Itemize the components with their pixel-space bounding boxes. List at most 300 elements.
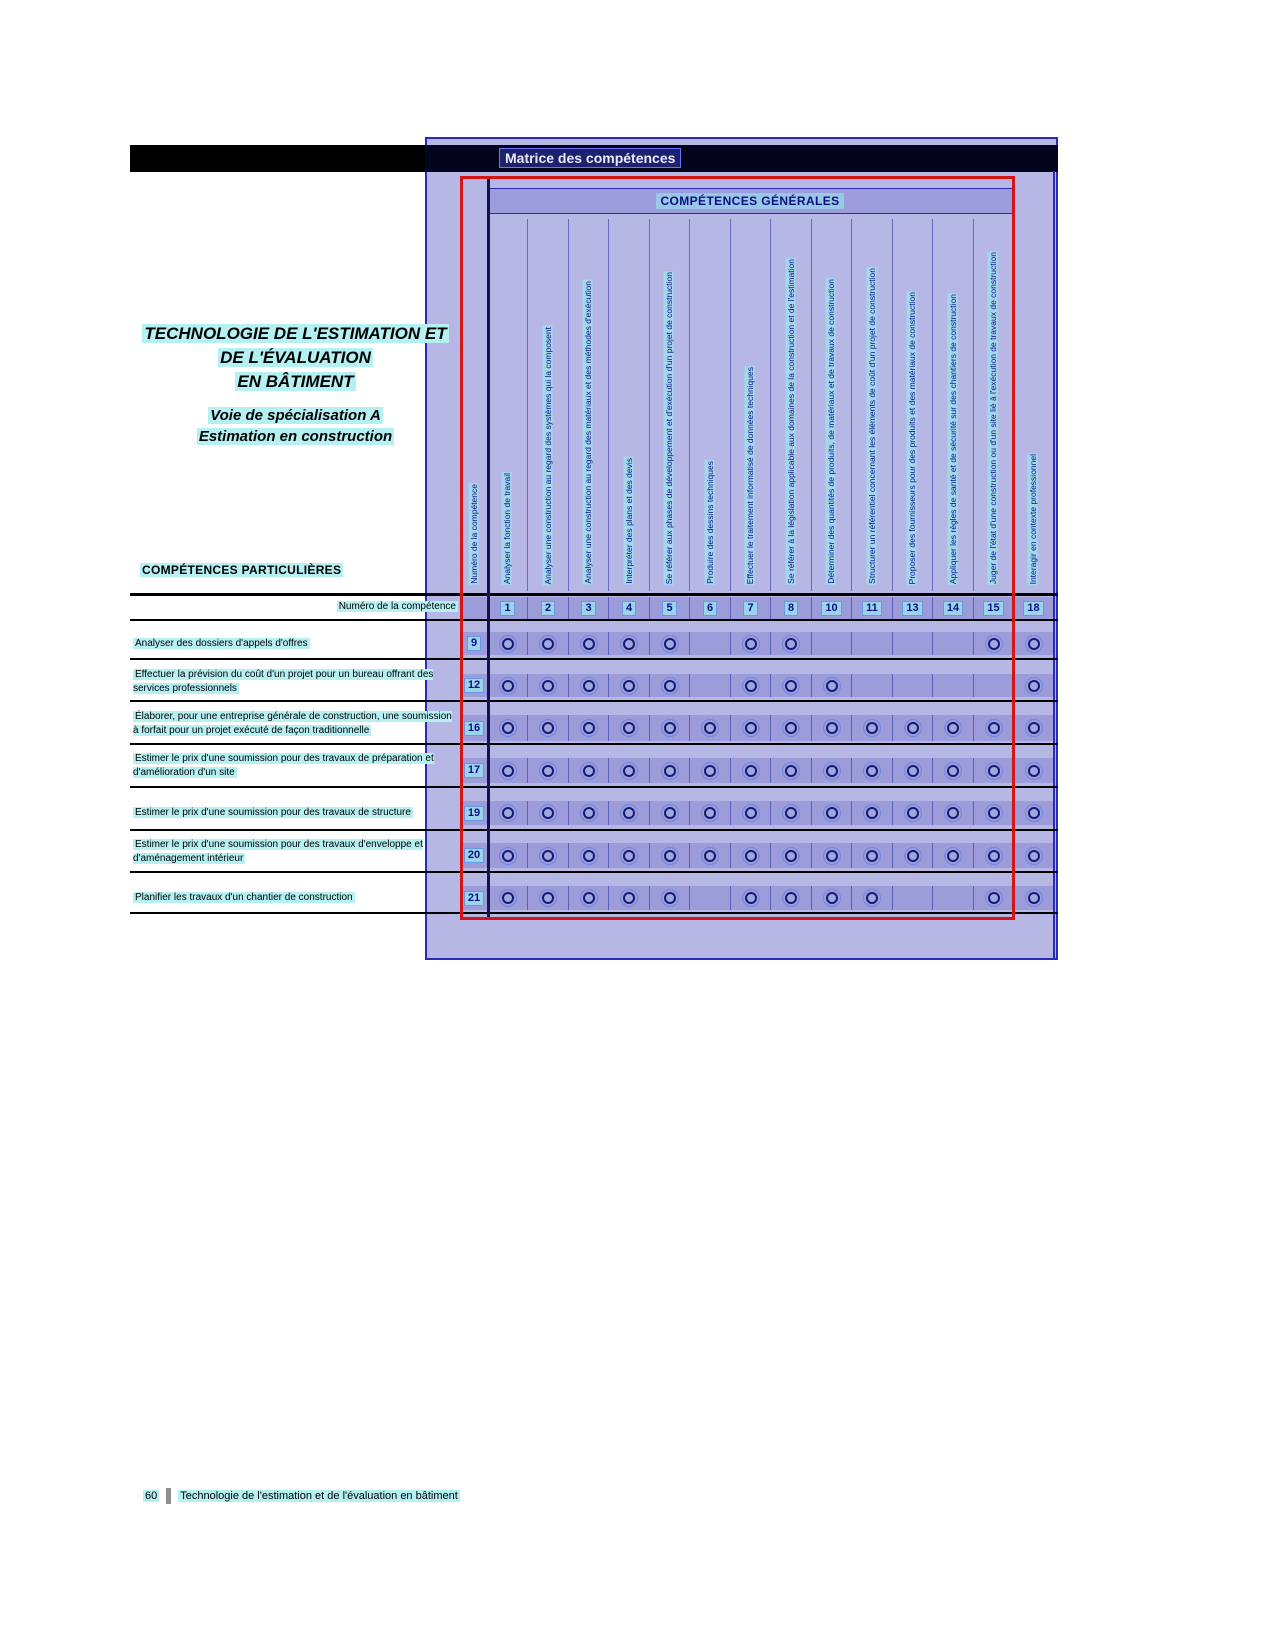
competency-mark-circle	[947, 807, 959, 819]
matrix-cell	[527, 674, 568, 697]
competency-mark-circle	[502, 765, 514, 777]
competency-number: 2	[541, 601, 555, 616]
general-competency-header	[730, 219, 770, 591]
matrix-cell	[527, 758, 568, 783]
matrix-cell	[770, 597, 811, 620]
matrix-cell	[487, 715, 527, 741]
competency-mark-circle	[502, 680, 514, 692]
general-competency-header-label: Analyser la fonction de travail	[502, 472, 513, 584]
competency-mark-circle	[866, 722, 878, 734]
specialization-line: Estimation en construction	[198, 428, 393, 445]
matrix-cell	[689, 632, 730, 655]
competency-mark-circle	[785, 722, 797, 734]
general-competency-header-label: Déterminer des quantités de produits, de matériaux et de travaux de construction	[826, 279, 837, 584]
matrix-row	[461, 715, 1053, 741]
matrix-row	[461, 632, 1053, 655]
competency-mark-circle	[745, 765, 757, 777]
row-number-cell	[461, 715, 487, 741]
competency-mark-circle	[623, 722, 635, 734]
matrix-cell	[568, 886, 608, 910]
competency-mark-circle	[826, 680, 838, 692]
general-competency-header	[608, 219, 649, 591]
row-divider-line	[130, 593, 1058, 596]
particular-competency-number: 17	[464, 763, 484, 778]
matrix-cell	[811, 674, 851, 697]
matrix-cell	[608, 758, 649, 783]
general-competency-header-label: Effectuer le traitement informatisé de données techniques	[745, 366, 756, 584]
competency-mark-circle	[1028, 765, 1040, 777]
general-competency-header	[649, 219, 689, 591]
particular-competency-number: 19	[464, 806, 484, 821]
header-black-bar	[130, 145, 425, 172]
competency-mark-circle	[785, 765, 797, 777]
matrix-cell	[770, 886, 811, 910]
footer-divider-bar	[166, 1488, 171, 1504]
matrix-cell	[608, 597, 649, 620]
row-number-cell	[461, 632, 487, 655]
general-competency-header	[527, 219, 568, 591]
competency-mark-circle	[542, 892, 554, 904]
program-title-line: TECHNOLOGIE DE L'ESTIMATION ET	[144, 324, 447, 343]
matrix-cell	[568, 597, 608, 620]
general-competency-header-label: Appliquer les règles de santé et de sécurité sur des chantiers de construction	[947, 293, 958, 584]
general-competency-header	[892, 219, 932, 591]
row-divider-line	[130, 619, 1058, 621]
particular-competency-label-text: Estimer le prix d'une soumission pour des travaux de structure	[135, 807, 411, 818]
matrix-cell	[527, 632, 568, 655]
particular-competency-label	[133, 806, 459, 820]
number-column-header	[461, 219, 487, 591]
competency-number: 11	[862, 601, 882, 616]
competency-mark-circle	[502, 892, 514, 904]
competency-mark-circle	[502, 638, 514, 650]
matrix-cell	[527, 715, 568, 741]
page-footer	[143, 1488, 460, 1504]
competency-mark-circle	[785, 638, 797, 650]
general-competency-header-label: Interpréter des plans et des devis	[623, 458, 634, 584]
general-competency-header	[932, 219, 973, 591]
row-number-cell	[461, 843, 487, 868]
matrix-cell	[851, 674, 892, 697]
competency-mark-circle	[947, 765, 959, 777]
matrix-cell	[932, 674, 973, 697]
matrix-cell	[811, 801, 851, 825]
matrix-cell	[730, 674, 770, 697]
matrix-cell	[892, 597, 932, 620]
particular-competency-label	[133, 752, 459, 779]
matrix-cell	[1013, 758, 1053, 783]
footer-program-name: Technologie de l'estimation et de l'évaluation en bâtiment	[180, 1490, 458, 1502]
matrix-title-strip	[425, 145, 1058, 172]
matrix-cell	[730, 843, 770, 868]
competency-mark-circle	[623, 807, 635, 819]
general-competency-header-label: Structurer un référentiel concernant les éléments de coût d'un projet de construction	[866, 268, 877, 584]
number-row-label: Numéro de la compétence	[338, 601, 456, 612]
matrix-cell	[932, 843, 973, 868]
general-competency-header-label: Interagir en contexte professionnel	[1028, 453, 1039, 584]
matrix-row	[461, 758, 1053, 783]
matrix-cell	[770, 674, 811, 697]
competency-number: 13	[902, 601, 922, 616]
competency-mark-circle	[745, 680, 757, 692]
competency-number-row	[461, 597, 1053, 620]
matrix-cell	[770, 715, 811, 741]
competency-mark-circle	[704, 765, 716, 777]
competency-mark-circle	[623, 638, 635, 650]
competency-mark-circle	[583, 680, 595, 692]
competency-mark-circle	[583, 722, 595, 734]
particular-competency-number: 12	[464, 678, 484, 693]
matrix-cell	[1013, 674, 1053, 697]
matrix-cell	[608, 674, 649, 697]
matrix-cell	[649, 843, 689, 868]
matrix-cell	[649, 758, 689, 783]
particular-competencies-heading: COMPÉTENCES PARTICULIÈRES	[142, 563, 342, 577]
matrix-cell	[487, 801, 527, 825]
general-competency-header-label: Analyser une construction au regard des systèmes qui la composent	[542, 326, 553, 584]
competency-mark-circle	[583, 892, 595, 904]
matrix-cell	[527, 843, 568, 868]
competency-number: 7	[743, 601, 757, 616]
competency-mark-circle	[664, 638, 676, 650]
matrix-cell	[892, 674, 932, 697]
matrix-row	[461, 886, 1053, 910]
competency-number: 14	[943, 601, 963, 616]
competency-number: 5	[662, 601, 676, 616]
competency-mark-circle	[1028, 722, 1040, 734]
particular-competency-label-text: Analyser des dossiers d'appels d'offres	[135, 638, 308, 649]
general-competencies-heading: COMPÉTENCES GÉNÉRALES	[656, 193, 843, 209]
general-competency-header	[851, 219, 892, 591]
competency-mark-circle	[583, 638, 595, 650]
program-title-line: DE L'ÉVALUATION	[220, 348, 371, 367]
competency-mark-circle	[1028, 892, 1040, 904]
competency-mark-circle	[542, 638, 554, 650]
matrix-cell	[689, 674, 730, 697]
matrix-cell	[649, 674, 689, 697]
competency-mark-circle	[866, 850, 878, 862]
matrix-cell	[689, 715, 730, 741]
particular-competency-number: 16	[464, 721, 484, 736]
row-divider-line	[130, 658, 1058, 660]
matrix-cell	[730, 632, 770, 655]
matrix-cell	[649, 801, 689, 825]
matrix-cell	[487, 843, 527, 868]
competency-mark-circle	[1028, 680, 1040, 692]
number-column-header-label: Numéro de la compétence	[468, 484, 479, 584]
matrix-cell	[770, 843, 811, 868]
general-competency-header	[811, 219, 851, 591]
matrix-cell	[730, 758, 770, 783]
matrix-cell	[932, 632, 973, 655]
competency-mark-circle	[826, 722, 838, 734]
row-divider-line	[130, 743, 1058, 745]
particular-competency-number: 21	[464, 891, 484, 906]
competency-mark-circle	[947, 722, 959, 734]
matrix-cell	[892, 758, 932, 783]
general-competency-header-label: Proposer des fournisseurs pour des produits et des matériaux de construction	[907, 291, 918, 584]
general-competency-header-label: Analyser une construction au regard des matériaux et des méthodes d'exécution	[583, 281, 594, 584]
table-right-inner-border	[1053, 171, 1055, 958]
matrix-cell	[730, 886, 770, 910]
matrix-cell	[851, 715, 892, 741]
matrix-cell	[811, 758, 851, 783]
competency-mark-circle	[866, 807, 878, 819]
matrix-row	[461, 801, 1053, 825]
competency-mark-circle	[583, 850, 595, 862]
competency-number: 4	[622, 601, 636, 616]
competency-number: 8	[784, 601, 798, 616]
competency-mark-circle	[583, 765, 595, 777]
matrix-cell	[568, 801, 608, 825]
competency-mark-circle	[542, 722, 554, 734]
general-competency-header-label: Se référer à la législation applicable aux domaines de la construction et de l'estimation	[785, 259, 796, 584]
competency-mark-circle	[907, 765, 919, 777]
competency-mark-circle	[988, 765, 1000, 777]
general-competency-header	[568, 219, 608, 591]
competency-mark-circle	[988, 850, 1000, 862]
row-number-cell	[461, 758, 487, 783]
competency-mark-circle	[745, 722, 757, 734]
matrix-cell	[811, 597, 851, 620]
matrix-cell	[1013, 801, 1053, 825]
competency-mark-circle	[542, 807, 554, 819]
matrix-cell	[932, 715, 973, 741]
matrix-cell	[932, 758, 973, 783]
matrix-cell	[973, 843, 1013, 868]
competency-mark-circle	[623, 892, 635, 904]
competency-mark-circle	[866, 892, 878, 904]
matrix-cell	[811, 886, 851, 910]
matrix-row	[461, 674, 1053, 697]
competency-mark-circle	[826, 892, 838, 904]
matrix-cell	[487, 674, 527, 697]
competency-mark-circle	[664, 807, 676, 819]
competency-mark-circle	[704, 850, 716, 862]
matrix-cell	[568, 674, 608, 697]
particular-competency-label	[133, 891, 459, 905]
row-divider-line	[130, 871, 1058, 873]
competency-mark-circle	[785, 807, 797, 819]
particular-competency-label	[133, 838, 459, 865]
matrix-cell	[608, 801, 649, 825]
competency-mark-circle	[502, 807, 514, 819]
competency-number: 18	[1023, 601, 1043, 616]
competency-mark-circle	[907, 807, 919, 819]
matrix-cell	[487, 597, 527, 620]
program-title-line: EN BÂTIMENT	[237, 372, 354, 391]
competency-mark-circle	[664, 765, 676, 777]
particular-competency-label-text: Planifier les travaux d'un chantier de construction	[135, 892, 353, 903]
matrix-cell	[811, 632, 851, 655]
competency-mark-circle	[664, 892, 676, 904]
matrix-cell	[730, 801, 770, 825]
competency-number: 6	[703, 601, 717, 616]
competency-mark-circle	[704, 722, 716, 734]
competency-mark-circle	[664, 850, 676, 862]
matrix-cell	[811, 843, 851, 868]
matrix-cell	[689, 801, 730, 825]
row-number-cell	[461, 674, 487, 697]
competency-mark-circle	[623, 850, 635, 862]
matrix-cell	[487, 886, 527, 910]
competency-mark-circle	[542, 765, 554, 777]
matrix-cell	[487, 758, 527, 783]
matrix-cell	[973, 597, 1013, 620]
particular-competency-label	[133, 710, 459, 737]
particular-competency-label-text: Élaborer, pour une entreprise générale de construction, une soumission à forfait pour un projet exécuté de façon traditionnelle	[133, 711, 452, 736]
program-title	[133, 322, 458, 394]
competency-mark-circle	[583, 807, 595, 819]
competency-mark-circle	[785, 680, 797, 692]
competency-mark-circle	[988, 892, 1000, 904]
competency-mark-circle	[988, 638, 1000, 650]
competency-mark-circle	[745, 638, 757, 650]
matrix-cell	[932, 597, 973, 620]
matrix-cell	[730, 597, 770, 620]
matrix-cell	[770, 758, 811, 783]
competency-mark-circle	[826, 807, 838, 819]
matrix-cell	[973, 801, 1013, 825]
competency-mark-circle	[826, 765, 838, 777]
general-competency-header	[487, 219, 527, 591]
matrix-cell	[851, 843, 892, 868]
general-competency-header	[973, 219, 1013, 591]
matrix-cell	[527, 597, 568, 620]
matrix-cell	[973, 715, 1013, 741]
matrix-cell	[527, 801, 568, 825]
row-divider-line	[130, 912, 1058, 914]
matrix-cell	[851, 758, 892, 783]
matrix-cell	[973, 674, 1013, 697]
competency-mark-circle	[785, 892, 797, 904]
competency-mark-circle	[988, 807, 1000, 819]
specialization-line: Voie de spécialisation A	[210, 407, 381, 424]
matrix-cell	[892, 801, 932, 825]
competency-mark-circle	[907, 850, 919, 862]
matrix-cell	[973, 632, 1013, 655]
matrix-cell	[770, 801, 811, 825]
row-divider-line	[130, 700, 1058, 702]
competency-mark-circle	[664, 680, 676, 692]
competency-mark-circle	[704, 807, 716, 819]
matrix-cell	[608, 886, 649, 910]
competency-mark-circle	[988, 722, 1000, 734]
matrix-cell	[689, 758, 730, 783]
competency-mark-circle	[745, 850, 757, 862]
matrix-cell	[649, 886, 689, 910]
matrix-cell	[1013, 886, 1053, 910]
particular-competency-number: 20	[464, 848, 484, 863]
matrix-cell	[527, 886, 568, 910]
general-competency-header	[1013, 219, 1053, 591]
competency-mark-circle	[947, 850, 959, 862]
competency-mark-circle	[623, 765, 635, 777]
matrix-cell	[649, 715, 689, 741]
matrix-cell	[1013, 843, 1053, 868]
matrix-cell	[689, 886, 730, 910]
competency-mark-circle	[623, 680, 635, 692]
matrix-cell	[892, 632, 932, 655]
row-divider-line	[130, 786, 1058, 788]
particular-competency-label	[133, 668, 459, 695]
matrix-cell	[649, 632, 689, 655]
competency-mark-circle	[785, 850, 797, 862]
matrix-cell	[568, 758, 608, 783]
competency-number: 1	[500, 601, 514, 616]
particular-competency-label	[133, 637, 459, 651]
competency-number: 3	[581, 601, 595, 616]
matrix-cell	[568, 843, 608, 868]
specialization-title	[133, 405, 458, 447]
particular-competency-label-text: Estimer le prix d'une soumission pour des travaux de préparation et d'amélioration d'un site	[133, 753, 434, 778]
matrix-cell	[649, 597, 689, 620]
matrix-cell	[811, 715, 851, 741]
particular-competency-number: 9	[467, 636, 481, 651]
matrix-cell	[689, 597, 730, 620]
number-column-divider-line	[487, 176, 490, 920]
row-number-cell	[461, 801, 487, 825]
competency-mark-circle	[542, 850, 554, 862]
matrix-cell	[851, 597, 892, 620]
competency-mark-circle	[1028, 850, 1040, 862]
matrix-cell	[932, 801, 973, 825]
matrix-cell	[851, 801, 892, 825]
row-number-cell	[461, 597, 487, 620]
matrix-cell	[892, 886, 932, 910]
competency-mark-circle	[907, 722, 919, 734]
matrix-cell	[608, 632, 649, 655]
competency-mark-circle	[502, 850, 514, 862]
matrix-cell	[892, 843, 932, 868]
competency-mark-circle	[866, 765, 878, 777]
competency-mark-circle	[664, 722, 676, 734]
general-competency-header-label: Produire des dessins techniques	[704, 461, 715, 584]
footer-page-number: 60	[145, 1490, 158, 1502]
matrix-cell	[892, 715, 932, 741]
particular-competency-label-text: Estimer le prix d'une soumission pour des travaux d'enveloppe et d'aménagement intérieur	[133, 839, 423, 864]
matrix-cell	[851, 886, 892, 910]
matrix-cell	[568, 715, 608, 741]
matrix-cell	[689, 843, 730, 868]
matrix-row	[461, 843, 1053, 868]
competency-number: 15	[983, 601, 1003, 616]
matrix-cell	[851, 632, 892, 655]
row-number-cell	[461, 886, 487, 910]
competency-mark-circle	[1028, 807, 1040, 819]
general-competency-header-label: Juger de l'état d'une construction ou d'un site lié à l'exécution de travaux de construction	[988, 251, 999, 584]
competency-mark-circle	[502, 722, 514, 734]
matrix-cell	[730, 715, 770, 741]
general-competency-header	[689, 219, 730, 591]
matrix-cell	[973, 758, 1013, 783]
competency-mark-circle	[542, 680, 554, 692]
matrix-cell	[770, 632, 811, 655]
competency-mark-circle	[1028, 638, 1040, 650]
matrix-title: Matrice des compétences	[500, 149, 680, 167]
competency-mark-circle	[745, 807, 757, 819]
general-competency-header	[770, 219, 811, 591]
matrix-cell	[608, 843, 649, 868]
matrix-cell	[568, 632, 608, 655]
matrix-cell	[1013, 597, 1053, 620]
competency-mark-circle	[826, 850, 838, 862]
competency-mark-circle	[745, 892, 757, 904]
matrix-cell	[1013, 715, 1053, 741]
matrix-cell	[1013, 632, 1053, 655]
matrix-cell	[932, 886, 973, 910]
matrix-cell	[973, 886, 1013, 910]
